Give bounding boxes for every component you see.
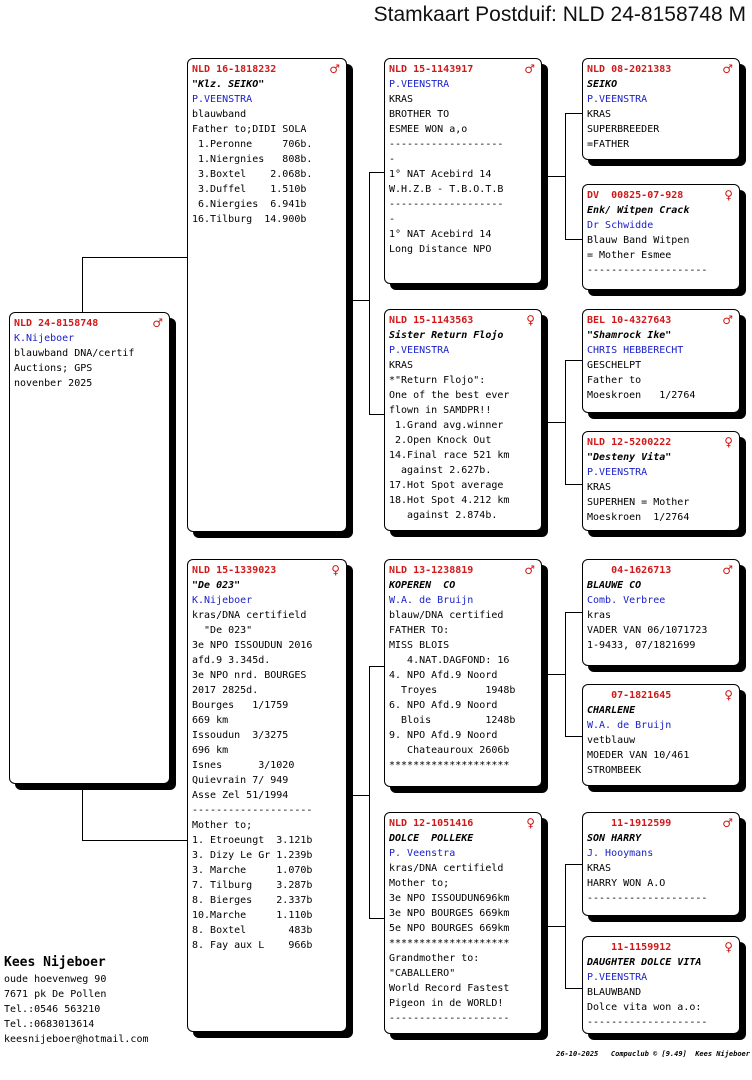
pigeon-card-subject — [9, 312, 170, 784]
owner-address-line: oude hoevenweg 90 — [4, 974, 107, 985]
pigeon-card-sire-dam-sire — [582, 309, 740, 413]
info-line: -------------------- — [587, 893, 708, 904]
info-line: KRAS — [389, 94, 414, 105]
info-line: 10.Marche 1.110b — [192, 910, 313, 921]
info-line: =FATHER — [587, 139, 630, 150]
connector-line — [369, 172, 370, 414]
info-line: against 2.874b. — [389, 510, 498, 521]
info-line: 8. Boxtel 483b — [192, 925, 313, 936]
info-line: 3e NPO ISSOUDUN696km — [389, 893, 510, 904]
info-line: KRAS — [389, 360, 414, 371]
info-line: MISS BLOIS — [389, 640, 450, 651]
info-line: BROTHER TO — [389, 109, 450, 120]
info-line: 3e NPO nrd. BOURGES — [192, 670, 307, 681]
info-line: Blauw Band Witpen — [587, 235, 690, 246]
ring-number: BEL 10-4327643 — [587, 315, 672, 326]
info-line: KRAS — [587, 109, 612, 120]
male-symbol-icon: ♂ — [722, 563, 733, 577]
info-line: 2017 2825d. — [192, 685, 259, 696]
pigeon-card-dam-sire-sire — [582, 559, 740, 666]
info-line: Mother to; — [389, 878, 450, 889]
info-line: Dolce vita won a.o: — [587, 1002, 702, 1013]
pigeon-name: KOPEREN CO — [389, 580, 456, 591]
ring-number: NLD 13-1238819 — [389, 565, 474, 576]
info-line: 1° NAT Acebird 14 — [389, 169, 492, 180]
info-line: novenber 2025 — [14, 378, 93, 389]
connector-line — [82, 257, 83, 316]
connector-line — [369, 172, 384, 173]
info-line: W.H.Z.B - T.B.O.T.B — [389, 184, 504, 195]
info-line: 3.Duffel 1.510b — [192, 184, 307, 195]
info-line: 9. NPO Afd.9 Noord — [389, 730, 498, 741]
info-line: 7. Tilburg 3.287b — [192, 880, 313, 891]
info-line: SUPERHEN = Mother — [587, 497, 690, 508]
card-header — [14, 316, 165, 331]
info-line: Grandmother to: — [389, 953, 480, 964]
breeder-name: W.A. de Bruijn — [587, 720, 672, 731]
owner-phone: Tel.:0683013614 — [4, 1019, 95, 1030]
connector-line — [565, 360, 582, 361]
ring-number: NLD 08-2021383 — [587, 64, 672, 75]
female-symbol-icon: ♀ — [526, 313, 535, 327]
male-symbol-icon: ♂ — [722, 313, 733, 327]
pigeon-card-sire-sire-dam — [582, 184, 740, 290]
ring-number: NLD 15-1339023 — [192, 565, 277, 576]
pigeon-name: "Desteny Vita" — [587, 452, 672, 463]
info-line: kras — [587, 610, 612, 621]
pigeon-card-dam-sire-dam — [582, 684, 740, 786]
connector-line — [565, 612, 582, 613]
info-line: Chateauroux 2606b — [389, 745, 510, 756]
connector-line — [369, 666, 370, 918]
ring-number: 07-1821645 — [587, 690, 672, 701]
female-symbol-icon: ♀ — [724, 188, 733, 202]
male-symbol-icon: ♂ — [524, 62, 535, 76]
ring-number: 04-1626713 — [587, 565, 672, 576]
owner-email: keesnijeboer@hotmail.com — [4, 1034, 149, 1045]
info-line: 696 km — [192, 745, 229, 756]
card-header — [192, 563, 342, 578]
info-line: blauwband — [192, 109, 247, 120]
info-line: 4.NAT.DAGFOND: 16 — [389, 655, 510, 666]
pigeon-name: BLAUWE CO — [587, 580, 642, 591]
pigeon-name: "Klz. SEIKO" — [192, 79, 265, 90]
page-title: Stamkaart Postduif: NLD 24-8158748 M — [373, 3, 746, 26]
connector-line — [565, 864, 582, 865]
pigeon-name: "De 023" — [192, 580, 241, 591]
info-line: One of the best ever — [389, 390, 510, 401]
breeder-name: P.VEENSTRA — [587, 94, 648, 105]
card-header — [389, 816, 537, 831]
pigeon-card-dam-dam — [384, 812, 542, 1034]
breeder-name: Comb. Verbree — [587, 595, 666, 606]
breeder-name: J. Hooymans — [587, 848, 654, 859]
ring-number: 11-1159912 — [587, 942, 672, 953]
info-line: STROMBEEK — [587, 765, 642, 776]
connector-line — [565, 988, 582, 989]
owner-info — [4, 954, 149, 1047]
breeder-name: P.VEENSTRA — [587, 467, 648, 478]
breeder-name: K.Nijeboer — [14, 333, 75, 344]
connector-line — [82, 786, 83, 840]
info-line: vetblauw — [587, 735, 636, 746]
card-header — [587, 313, 735, 328]
ring-number: NLD 15-1143563 — [389, 315, 474, 326]
pigeon-name: Sister Return Flojo — [389, 330, 504, 341]
breeder-name: P.VEENSTRA — [587, 972, 648, 983]
female-symbol-icon: ♀ — [724, 435, 733, 449]
info-line: 4. NPO Afd.9 Noord — [389, 670, 498, 681]
info-line: ******************** — [389, 760, 510, 771]
ring-number: NLD 12-1051416 — [389, 818, 474, 829]
pigeon-card-dam — [187, 559, 347, 1032]
connector-line — [369, 918, 384, 919]
info-line: 2.Open Knock Out — [389, 435, 492, 446]
connector-line — [82, 840, 188, 841]
info-line: ------------------- — [389, 199, 504, 210]
info-line: blauw/DNA certified — [389, 610, 504, 621]
card-header — [587, 62, 735, 77]
info-line: 3. Marche 1.070b — [192, 865, 313, 876]
info-line: 1.Peronne 706b. — [192, 139, 313, 150]
breeder-name: Dr Schwidde — [587, 220, 654, 231]
connector-line — [565, 360, 566, 484]
info-line: 17.Hot Spot average — [389, 480, 504, 491]
info-line: 1. Etroeungt 3.121b — [192, 835, 313, 846]
info-line: KRAS — [587, 863, 612, 874]
male-symbol-icon: ♂ — [329, 62, 340, 76]
info-line: MOEDER VAN 10/461 — [587, 750, 690, 761]
info-line: 1.Grand avg.winner — [389, 420, 504, 431]
pigeon-card-dam-sire — [384, 559, 542, 787]
connector-line — [82, 257, 188, 258]
owner-phone: Tel.:0546 563210 — [4, 1004, 101, 1015]
info-line: 16.Tilburg 14.900b — [192, 214, 307, 225]
card-header — [587, 940, 735, 955]
owner-address-line: 7671 pk De Pollen — [4, 989, 107, 1000]
info-line: Auctions; GPS — [14, 363, 93, 374]
info-line: Moeskroen 1/2764 — [587, 512, 690, 523]
ring-number: DV 00825-07-928 — [587, 190, 684, 201]
breeder-name: P. Veenstra — [389, 848, 456, 859]
card-header — [389, 563, 537, 578]
connector-line — [565, 113, 582, 114]
breeder-name: CHRIS HEBBERECHT — [587, 345, 684, 356]
info-line: Blois 1248b — [389, 715, 516, 726]
card-header — [587, 688, 735, 703]
info-line: FATHER TO: — [389, 625, 450, 636]
info-line: kras/DNA certifield — [389, 863, 504, 874]
info-line: 669 km — [192, 715, 229, 726]
pigeon-card-dam-dam-sire — [582, 812, 740, 916]
connector-line — [369, 414, 384, 415]
pigeon-card-sire-dam — [384, 309, 542, 531]
info-line: -------------------- — [192, 805, 313, 816]
ring-number: NLD 24-8158748 — [14, 318, 99, 329]
info-line: Asse Zel 51/1994 — [192, 790, 289, 801]
info-line: "De 023" — [192, 625, 253, 636]
info-line: Quievrain 7/ 949 — [192, 775, 289, 786]
info-line: 6.Niergies 6.941b — [192, 199, 307, 210]
info-line: Long Distance NPO — [389, 244, 492, 255]
info-line: 6. NPO Afd.9 Noord — [389, 700, 498, 711]
info-line: -------------------- — [587, 265, 708, 276]
info-line: - — [389, 154, 396, 165]
info-line: - — [389, 214, 396, 225]
info-line: VADER VAN 06/1071723 — [587, 625, 708, 636]
connector-line — [350, 300, 369, 301]
connector-line — [565, 484, 582, 485]
pigeon-name: SEIKO — [587, 79, 618, 90]
ring-number: NLD 16-1818232 — [192, 64, 277, 75]
card-header — [389, 313, 537, 328]
info-line: Moeskroen 1/2764 — [587, 390, 696, 401]
info-line: 14.Final race 521 km — [389, 450, 510, 461]
info-line: 3.Boxtel 2.068b. — [192, 169, 313, 180]
info-line: ------------------- — [389, 139, 504, 150]
info-line: Bourges 1/1759 — [192, 700, 289, 711]
pigeon-card-dam-dam-dam — [582, 936, 740, 1034]
info-line: ******************** — [389, 938, 510, 949]
male-symbol-icon: ♂ — [524, 563, 535, 577]
info-line: -------------------- — [587, 1017, 708, 1028]
card-header — [389, 62, 537, 77]
female-symbol-icon: ♀ — [331, 563, 340, 577]
pigeon-card-sire-dam-dam — [582, 431, 740, 531]
info-line: -------------------- — [389, 1013, 510, 1024]
card-header — [587, 435, 735, 450]
connector-line — [545, 926, 565, 927]
info-line: blauwband DNA/certif — [14, 348, 135, 359]
connector-line — [350, 795, 369, 796]
ring-number: NLD 15-1143917 — [389, 64, 474, 75]
ring-number: NLD 12-5200222 — [587, 437, 672, 448]
card-header — [587, 563, 735, 578]
info-line: "CABALLERO" — [389, 968, 456, 979]
info-line: 8. Bierges 2.337b — [192, 895, 313, 906]
info-line: 5e NPO BOURGES 669km — [389, 923, 510, 934]
info-line: Pigeon in de WORLD! — [389, 998, 504, 1009]
info-line: kras/DNA certifield — [192, 610, 307, 621]
info-line: 1-9433, 07/1821699 — [587, 640, 696, 651]
info-line: Mother to; — [192, 820, 253, 831]
info-line: flown in SAMDPR!! — [389, 405, 492, 416]
connector-line — [545, 176, 565, 177]
info-line: afd.9 3.345d. — [192, 655, 271, 666]
info-line: 1.Niergnies 808b. — [192, 154, 313, 165]
connector-line — [565, 612, 566, 736]
pigeon-name: DAUGHTER DOLCE VITA — [587, 957, 702, 968]
male-symbol-icon: ♂ — [152, 316, 163, 330]
breeder-name: W.A. de Bruijn — [389, 595, 474, 606]
pigeon-name: SON HARRY — [587, 833, 642, 844]
pigeon-card-sire-sire-sire — [582, 58, 740, 160]
info-line: 3e NPO ISSOUDUN 2016 — [192, 640, 313, 651]
connector-line — [545, 422, 565, 423]
connector-line — [369, 666, 384, 667]
info-line: World Record Fastest — [389, 983, 510, 994]
pigeon-name: Enk/ Witpen Crack — [587, 205, 690, 216]
pigeon-name: DOLCE POLLEKE — [389, 833, 474, 844]
owner-name: Kees Nijeboer — [4, 955, 106, 970]
info-line: 18.Hot Spot 4.212 km — [389, 495, 510, 506]
info-line: Issoudun 3/3275 — [192, 730, 289, 741]
info-line: BLAUWBAND — [587, 987, 642, 998]
connector-line — [565, 113, 566, 239]
info-line: 3. Dizy Le Gr 1.239b — [192, 850, 313, 861]
female-symbol-icon: ♀ — [526, 816, 535, 830]
info-line: SUPERBREEDER — [587, 124, 660, 135]
breeder-name: P.VEENSTRA — [389, 345, 450, 356]
info-line: 1° NAT Acebird 14 — [389, 229, 492, 240]
breeder-name: P.VEENSTRA — [389, 79, 450, 90]
pigeon-name: "Shamrock Ike" — [587, 330, 672, 341]
info-line: Isnes 3/1020 — [192, 760, 295, 771]
info-line: Father to — [587, 375, 642, 386]
info-line: Troyes 1948b — [389, 685, 516, 696]
breeder-name: K.Nijeboer — [192, 595, 253, 606]
info-line: = Mother Esmee — [587, 250, 672, 261]
card-header — [587, 816, 735, 831]
connector-line — [545, 674, 565, 675]
connector-line — [565, 864, 566, 988]
female-symbol-icon: ♀ — [724, 940, 733, 954]
pigeon-card-sire — [187, 58, 347, 532]
info-line: 3e NPO BOURGES 669km — [389, 908, 510, 919]
connector-line — [565, 239, 582, 240]
card-header — [192, 62, 342, 77]
male-symbol-icon: ♂ — [722, 816, 733, 830]
info-line: HARRY WON A.O — [587, 878, 666, 889]
info-line: against 2.627b. — [389, 465, 492, 476]
male-symbol-icon: ♂ — [722, 62, 733, 76]
female-symbol-icon: ♀ — [724, 688, 733, 702]
info-line: Father to;DIDI SOLA — [192, 124, 307, 135]
breeder-name: P.VEENSTRA — [192, 94, 253, 105]
footer-credit: 26-10-2025 Compuclub © [9.49] Kees Nijeboer — [556, 1050, 750, 1058]
info-line: GESCHELPT — [587, 360, 642, 371]
info-line: KRAS — [587, 482, 612, 493]
ring-number: 11-1912599 — [587, 818, 672, 829]
pigeon-card-sire-sire — [384, 58, 542, 284]
info-line: *"Return Flojo": — [389, 375, 486, 386]
info-line: 8. Fay aux L 966b — [192, 940, 313, 951]
card-header — [587, 188, 735, 203]
info-line: ESMEE WON a,o — [389, 124, 468, 135]
pigeon-name: CHARLENE — [587, 705, 636, 716]
connector-line — [565, 736, 582, 737]
